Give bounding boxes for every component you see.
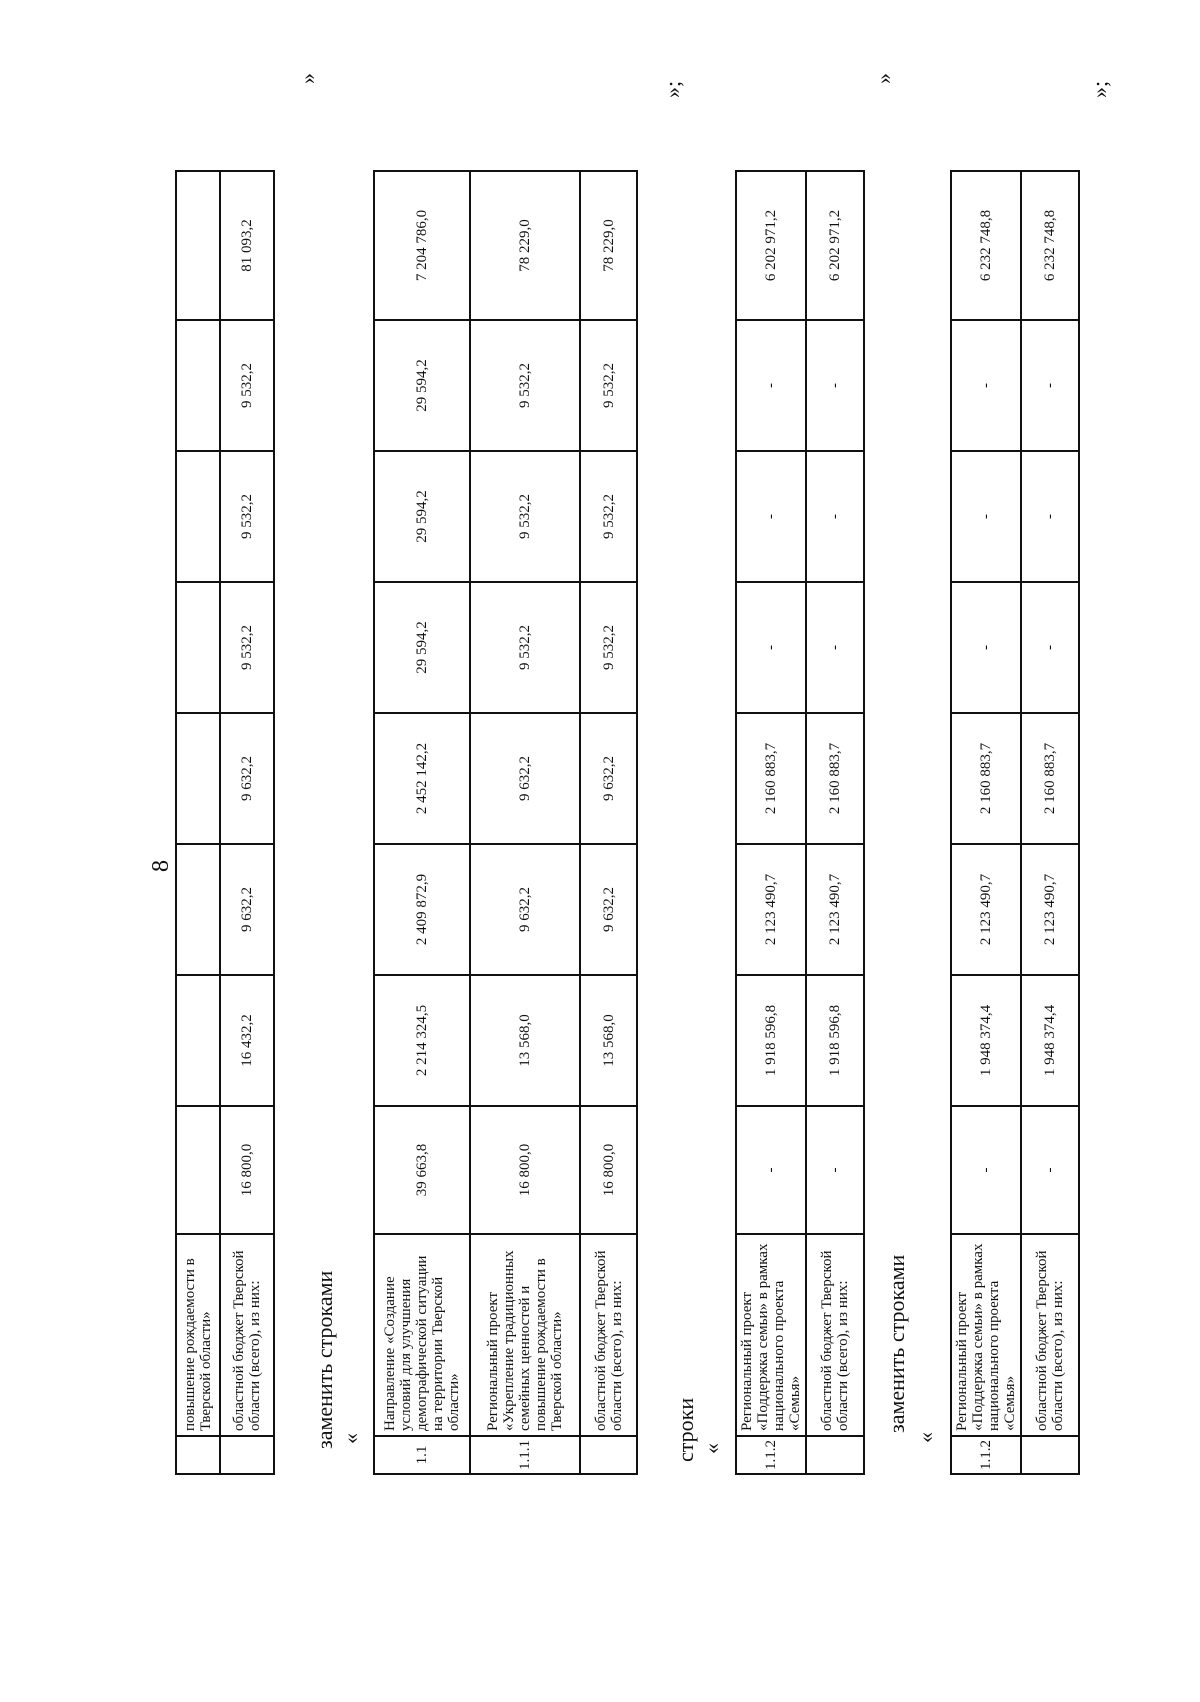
row-value: 2 160 883,7 [1021, 713, 1079, 844]
row-total [176, 171, 220, 320]
row-value: 2 214 324,5 [374, 975, 470, 1106]
row-value: - [736, 1106, 806, 1234]
close-quote-2: »; [660, 80, 685, 98]
row-total: 81 093,2 [220, 171, 274, 320]
row-total: 6 202 971,2 [806, 171, 864, 320]
table-row [470, 171, 580, 1474]
table-block-3 [735, 170, 865, 1475]
row-value: 16 800,0 [220, 1106, 274, 1234]
open-quote-2: « [338, 1433, 363, 1444]
row-value: 9 632,2 [220, 713, 274, 844]
row-value: 9 632,2 [220, 844, 274, 975]
row-name: областной бюджет Тверской области (всего), из них: [580, 1234, 637, 1436]
row-value: - [806, 1106, 864, 1234]
row-name: Региональный проект «Укрепление традиционных семейных ценностей и повышение рождаемости в Тверской области» [470, 1234, 580, 1436]
row-value: 9 632,2 [580, 844, 637, 975]
row-value: 9 632,2 [580, 713, 637, 844]
row-value: 13 568,0 [470, 975, 580, 1106]
open-quote-3: « [699, 1443, 724, 1454]
row-total: 6 232 748,8 [1021, 171, 1079, 320]
table-row [951, 171, 1021, 1474]
row-code [1021, 1436, 1079, 1474]
close-quote-4: »; [1087, 80, 1112, 98]
row-value: 1 918 596,8 [806, 975, 864, 1106]
row-value: 1 918 596,8 [736, 975, 806, 1106]
row-value: 2 160 883,7 [951, 713, 1021, 844]
row-value: 1 948 374,4 [1021, 975, 1079, 1106]
row-value [176, 844, 220, 975]
row-value: 2 123 490,7 [736, 844, 806, 975]
row-value: 29 594,2 [374, 582, 470, 713]
row-value: - [806, 320, 864, 451]
table-row [736, 171, 806, 1474]
table-row [1021, 171, 1079, 1474]
row-value: 2 123 490,7 [1021, 844, 1079, 975]
rows-label: строки [673, 1397, 698, 1462]
row-value: 9 632,2 [470, 713, 580, 844]
row-total: 6 202 971,2 [736, 171, 806, 320]
row-value: - [736, 582, 806, 713]
row-code: 1.1.2 [951, 1436, 1021, 1474]
row-value [176, 451, 220, 582]
row-value [176, 975, 220, 1106]
close-quote-3: » [871, 73, 896, 84]
table-row [176, 171, 220, 1474]
row-value: 2 160 883,7 [736, 713, 806, 844]
row-value: 9 632,2 [470, 844, 580, 975]
row-value: 9 532,2 [580, 451, 637, 582]
page-number: 8 [148, 860, 174, 872]
row-value: 29 594,2 [374, 320, 470, 451]
row-value: 9 532,2 [220, 582, 274, 713]
close-quote-1: » [295, 73, 320, 84]
row-value: - [1021, 451, 1079, 582]
row-value: 2 123 490,7 [951, 844, 1021, 975]
row-value: 2 160 883,7 [806, 713, 864, 844]
row-code [220, 1436, 274, 1474]
row-value: - [951, 320, 1021, 451]
row-value: - [736, 320, 806, 451]
row-total: 6 232 748,8 [951, 171, 1021, 320]
row-value: - [1021, 582, 1079, 713]
row-value: 9 532,2 [580, 320, 637, 451]
row-value: 9 532,2 [470, 320, 580, 451]
row-total: 78 229,0 [470, 171, 580, 320]
row-value: 9 532,2 [470, 582, 580, 713]
row-code [806, 1436, 864, 1474]
row-value: - [1021, 320, 1079, 451]
row-value: 2 123 490,7 [806, 844, 864, 975]
row-name: Направление «Создание условий для улучшения демографической ситуации на территории Тверской области» [374, 1234, 470, 1436]
row-value: 16 800,0 [580, 1106, 637, 1234]
row-code [176, 1436, 220, 1474]
row-value [176, 582, 220, 713]
row-name: областной бюджет Тверской области (всего), из них: [806, 1234, 864, 1436]
row-value: - [951, 451, 1021, 582]
row-value: 2 452 142,2 [374, 713, 470, 844]
row-value: 16 800,0 [470, 1106, 580, 1234]
row-name: Региональный проект «Поддержка семьи» в рамках национального проекта «Семья» [951, 1234, 1021, 1436]
table-block-1 [175, 170, 275, 1475]
row-value: 9 532,2 [220, 451, 274, 582]
row-name: областной бюджет Тверской области (всего), из них: [1021, 1234, 1079, 1436]
row-value: 2 409 872,9 [374, 844, 470, 975]
row-value [176, 320, 220, 451]
row-value: 39 663,8 [374, 1106, 470, 1234]
row-name: повышение рождаемости в Тверской области» [176, 1234, 220, 1436]
row-value [176, 1106, 220, 1234]
table-row [580, 171, 637, 1474]
row-code: 1.1.2 [736, 1436, 806, 1474]
row-code: 1.1.1 [470, 1436, 580, 1474]
row-value: 1 948 374,4 [951, 975, 1021, 1106]
table-block-2 [373, 170, 638, 1475]
row-total: 7 204 786,0 [374, 171, 470, 320]
row-value: 16 432,2 [220, 975, 274, 1106]
row-value: 13 568,0 [580, 975, 637, 1106]
row-name: областной бюджет Тверской области (всего), из них: [220, 1234, 274, 1436]
row-value: - [736, 451, 806, 582]
table-row [374, 171, 470, 1474]
row-value: - [1021, 1106, 1079, 1234]
table-row [806, 171, 864, 1474]
row-value: 9 532,2 [470, 451, 580, 582]
row-name: Региональный проект «Поддержка семьи» в рамках национального проекта «Семья» [736, 1234, 806, 1436]
replace-label-1: заменить строками [312, 1270, 337, 1449]
row-value: - [806, 451, 864, 582]
row-value [176, 713, 220, 844]
row-total: 78 229,0 [580, 171, 637, 320]
row-value: 9 532,2 [220, 320, 274, 451]
table-block-4 [950, 170, 1080, 1475]
open-quote-4: « [913, 1432, 938, 1443]
row-value: - [951, 582, 1021, 713]
row-value: 9 532,2 [580, 582, 637, 713]
row-value: - [806, 582, 864, 713]
row-value: - [951, 1106, 1021, 1234]
row-value: 29 594,2 [374, 451, 470, 582]
replace-label-2: заменить строками [884, 1254, 909, 1433]
row-code [580, 1436, 637, 1474]
table-row [220, 171, 274, 1474]
row-code: 1.1 [374, 1436, 470, 1474]
